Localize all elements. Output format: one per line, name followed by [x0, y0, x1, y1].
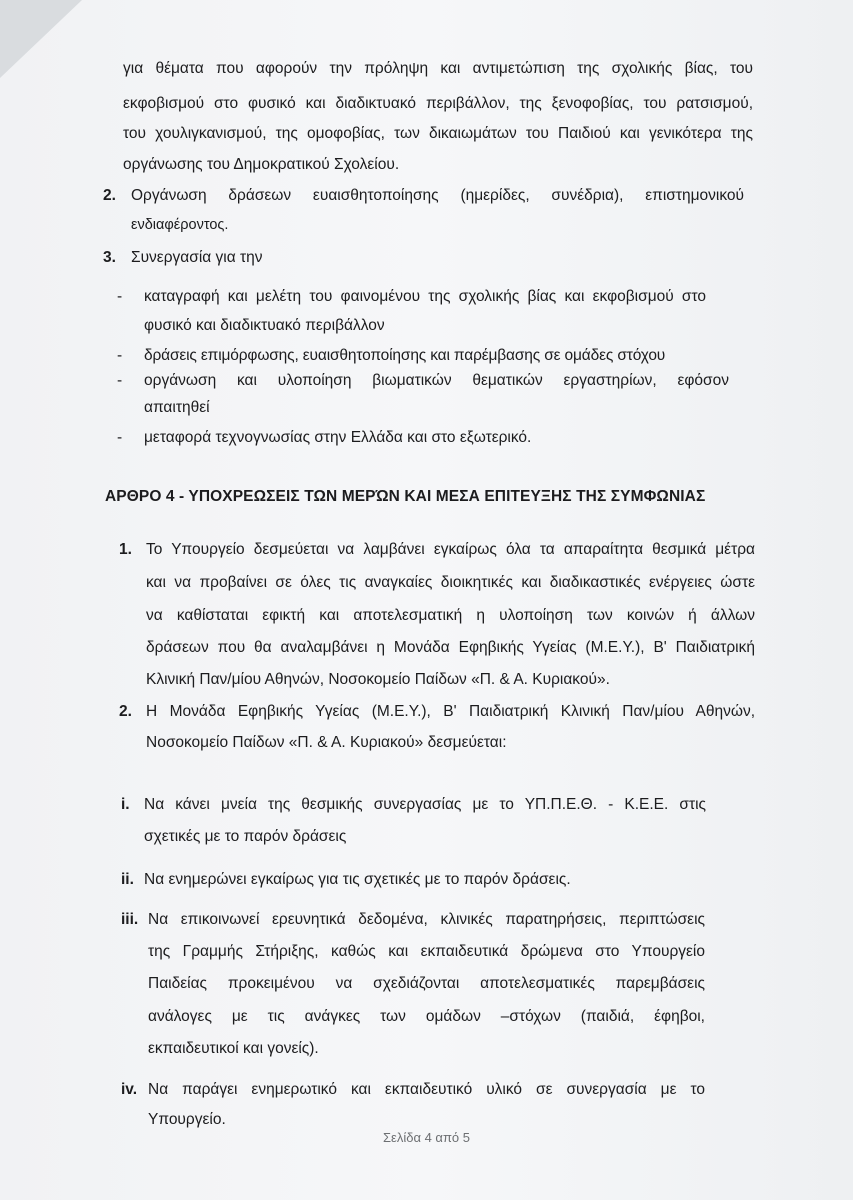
- item-marker: iii.: [121, 911, 139, 928]
- item-number: 2.: [119, 703, 132, 720]
- text-line: φυσικό και διαδικτυακό περιβάλλον: [144, 317, 385, 334]
- text-line: Οργάνωση δράσεων ευαισθητοποίησης (ημερίδες, συνέδρια), επιστημονικού: [131, 187, 744, 204]
- text-line: για θέματα που αφορούν την πρόληψη και αντιμετώπιση της σχολικής βίας, του: [123, 60, 753, 77]
- text-line: και να προβαίνει σε όλες τις αναγκαίες διοικητικές και διαδικαστικές ενέργειες ώστε: [146, 574, 755, 591]
- text-line: εκφοβισμού στο φυσικό και διαδικτυακό περιβάλλον, της ξενοφοβίας, του ρατσισμού,: [123, 95, 753, 112]
- text-line: δράσεων που θα αναλαμβάνει η Μονάδα Εφηβικής Υγείας (Μ.Ε.Υ.), Β' Παιδιατρική: [146, 639, 755, 656]
- item-number: 2.: [103, 187, 116, 204]
- bullet-dash: -: [117, 429, 123, 446]
- page-footer: [0, 1130, 853, 1147]
- bullet-dash: -: [117, 372, 123, 389]
- text-line: Να ενημερώνει εγκαίρως για τις σχετικές με το παρόν δράσεις.: [144, 871, 571, 888]
- text-line: ανάλογες με τις ανάγκες των ομάδων –στόχων (παιδιά, έφηβοι,: [148, 1008, 705, 1025]
- text-line: καταγραφή και μελέτη του φαινομένου της σχολικής βίας και εκφοβισμού στο: [144, 288, 706, 305]
- item-marker: ii.: [121, 871, 134, 888]
- text-line: Παιδείας προκειμένου να σχεδιάζονται αποτελεσματικές παρεμβάσεις: [148, 975, 705, 992]
- text-line: Νοσοκομείο Παίδων «Π. & Α. Κυριακού» δεσμεύεται:: [146, 734, 507, 751]
- text-line: Υπουργείο.: [148, 1111, 226, 1128]
- text-line: εκπαιδευτικοί και γονείς).: [148, 1040, 319, 1057]
- text-line: της Γραμμής Στήριξης, καθώς και εκπαιδευτικά δρώμενα στο Υπουργείο: [148, 943, 705, 960]
- item-marker: iv.: [121, 1081, 138, 1098]
- bullet-dash: -: [117, 347, 123, 364]
- text-line: του χουλιγκανισμού, της ομοφοβίας, των δικαιωμάτων του Παιδιού και γενικότερα της: [123, 125, 753, 142]
- text-line: να καθίσταται εφικτή και αποτελεσματική η υλοποίηση των κοινών ή άλλων: [146, 607, 755, 624]
- text-line: Να επικοινωνεί ερευνητικά δεδομένα, κλινικές παρατηρήσεις, περιπτώσεις: [148, 911, 705, 928]
- text-line: Να παράγει ενημερωτικό και εκπαιδευτικό υλικό σε συνεργασία με το: [148, 1081, 705, 1098]
- text-line: δράσεις επιμόρφωσης, ευαισθητοποίησης και παρέμβασης σε ομάδες στόχου: [144, 347, 666, 364]
- bullet-dash: -: [117, 288, 123, 305]
- folded-corner: [0, 0, 82, 78]
- text-line: απαιτηθεί: [144, 399, 210, 416]
- item-marker: i.: [121, 796, 130, 813]
- text-line: οργάνωση και υλοποίηση βιωματικών θεματικών εργαστηρίων, εφόσον: [144, 372, 729, 389]
- page-number: Σελίδα 4 από 5: [383, 1130, 470, 1145]
- text-line: Το Υπουργείο δεσμεύεται να λαμβάνει εγκαίρως όλα τα απαραίτητα θεσμικά μέτρα: [146, 541, 755, 558]
- text-line: Κλινική Παν/μίου Αθηνών, Νοσοκομείο Παίδων «Π. & Α. Κυριακού».: [146, 671, 610, 688]
- text-line: ενδιαφέροντος.: [131, 217, 229, 233]
- text-line: σχετικές με το παρόν δράσεις: [144, 828, 347, 845]
- text-line: Συνεργασία για την: [131, 249, 263, 266]
- text-line: Η Μονάδα Εφηβικής Υγείας (Μ.Ε.Υ.), Β' Παιδιατρική Κλινική Παν/μίου Αθηνών,: [146, 703, 755, 720]
- item-number: 1.: [119, 541, 132, 558]
- text-line: Να κάνει μνεία της θεσμικής συνεργασίας με το ΥΠ.Π.Ε.Θ. - Κ.Ε.Ε. στις: [144, 796, 706, 813]
- text-line: οργάνωσης του Δημοκρατικού Σχολείου.: [123, 156, 400, 173]
- text-line: μεταφορά τεχνογνωσίας στην Ελλάδα και στο εξωτερικό.: [144, 429, 532, 446]
- article-heading: ΑΡΘΡΟ 4 - ΥΠΟΧΡΕΩΣΕΙΣ ΤΩΝ ΜΕΡΏΝ ΚΑΙ ΜΕΣΑ ΕΠΙΤΕΥΞΗΣ ΤΗΣ ΣΥΜΦΩΝΙΑΣ: [105, 488, 706, 505]
- item-number: 3.: [103, 249, 116, 266]
